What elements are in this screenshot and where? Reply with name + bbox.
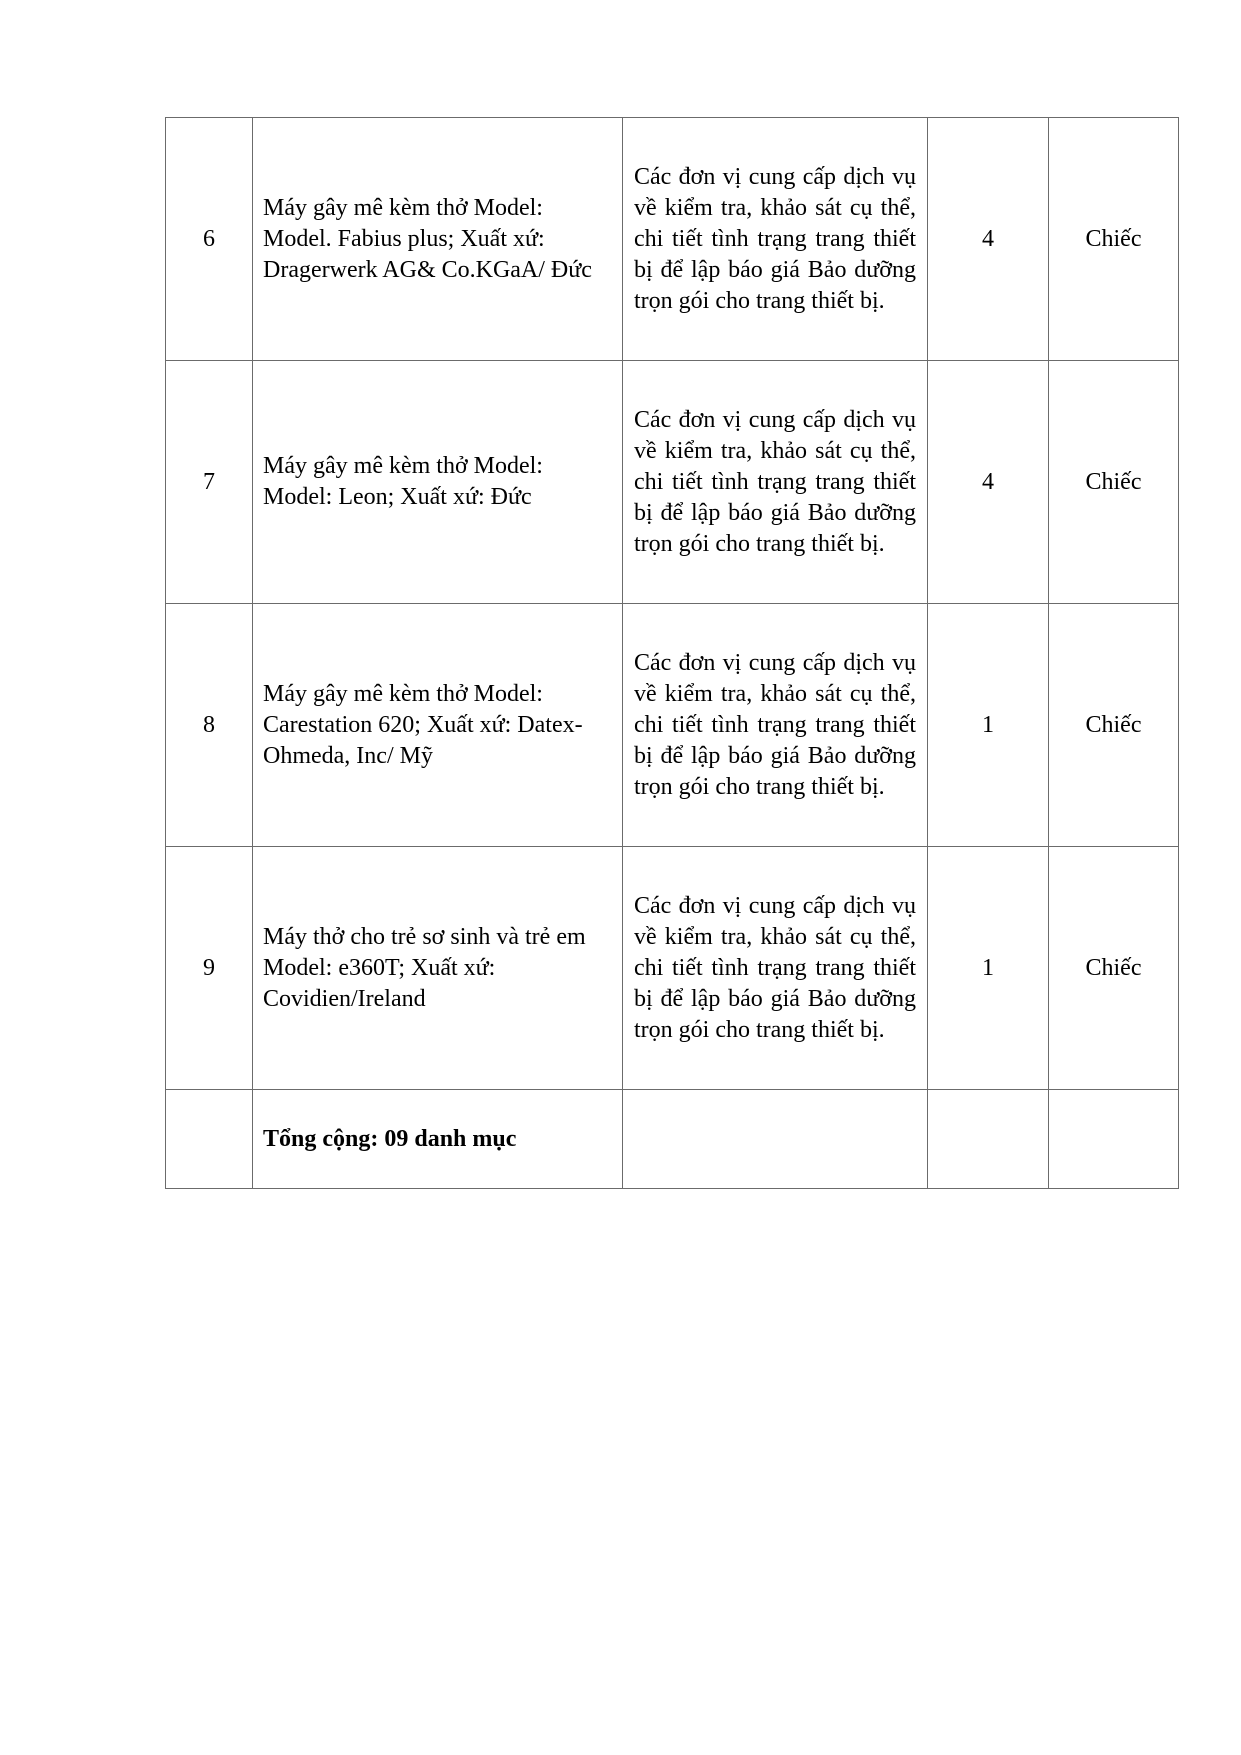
- total-empty-cell: [166, 1090, 253, 1189]
- service-description-text: Các đơn vị cung cấp dịch vụ về kiểm tra, khảo sát cụ thể, chi tiết tình trạng trang thiết bị để lập báo giá Bảo dưỡng trọn gói cho trang thiết bị.: [634, 892, 916, 1043]
- equipment-name: Máy thở cho trẻ sơ sinh và trẻ em Model: e360T; Xuất xứ: Covidien/Ireland: [253, 847, 623, 1090]
- quantity: 1: [928, 604, 1049, 847]
- total-empty-cell: [623, 1090, 928, 1189]
- total-label: Tổng cộng: 09 danh mục: [253, 1090, 623, 1189]
- service-description: [623, 118, 928, 361]
- total-empty-cell: [1049, 1090, 1179, 1189]
- unit: Chiếc: [1049, 118, 1179, 361]
- equipment-name: Máy gây mê kèm thở Model: Carestation 620; Xuất xứ: Datex-Ohmeda, Inc/ Mỹ: [253, 604, 623, 847]
- quantity: 1: [928, 847, 1049, 1090]
- quantity: 4: [928, 361, 1049, 604]
- table-row: [166, 847, 1179, 1090]
- table-row: [166, 118, 1179, 361]
- service-description-text: Các đơn vị cung cấp dịch vụ về kiểm tra, khảo sát cụ thể, chi tiết tình trạng trang thiết bị để lập báo giá Bảo dưỡng trọn gói cho trang thiết bị.: [634, 406, 916, 557]
- table-row: [166, 361, 1179, 604]
- service-description-text: Các đơn vị cung cấp dịch vụ về kiểm tra, khảo sát cụ thể, chi tiết tình trạng trang thiết bị để lập báo giá Bảo dưỡng trọn gói cho trang thiết bị.: [634, 649, 916, 800]
- service-description: [623, 847, 928, 1090]
- unit: Chiếc: [1049, 361, 1179, 604]
- equipment-name: Máy gây mê kèm thở Model: Model: Leon; Xuất xứ: Đức: [253, 361, 623, 604]
- row-number: 8: [166, 604, 253, 847]
- row-number: 7: [166, 361, 253, 604]
- service-description: [623, 604, 928, 847]
- total-empty-cell: [928, 1090, 1049, 1189]
- table-row: [166, 604, 1179, 847]
- row-number: 9: [166, 847, 253, 1090]
- equipment-table: [165, 117, 1179, 1189]
- row-number: 6: [166, 118, 253, 361]
- service-description-text: Các đơn vị cung cấp dịch vụ về kiểm tra, khảo sát cụ thể, chi tiết tình trạng trang thiết bị để lập báo giá Bảo dưỡng trọn gói cho trang thiết bị.: [634, 163, 916, 314]
- unit: Chiếc: [1049, 847, 1179, 1090]
- unit: Chiếc: [1049, 604, 1179, 847]
- service-description: [623, 361, 928, 604]
- quantity: 4: [928, 118, 1049, 361]
- total-row: [166, 1090, 1179, 1189]
- equipment-name: Máy gây mê kèm thở Model: Model. Fabius plus; Xuất xứ: Dragerwerk AG& Co.KGaA/ Đức: [253, 118, 623, 361]
